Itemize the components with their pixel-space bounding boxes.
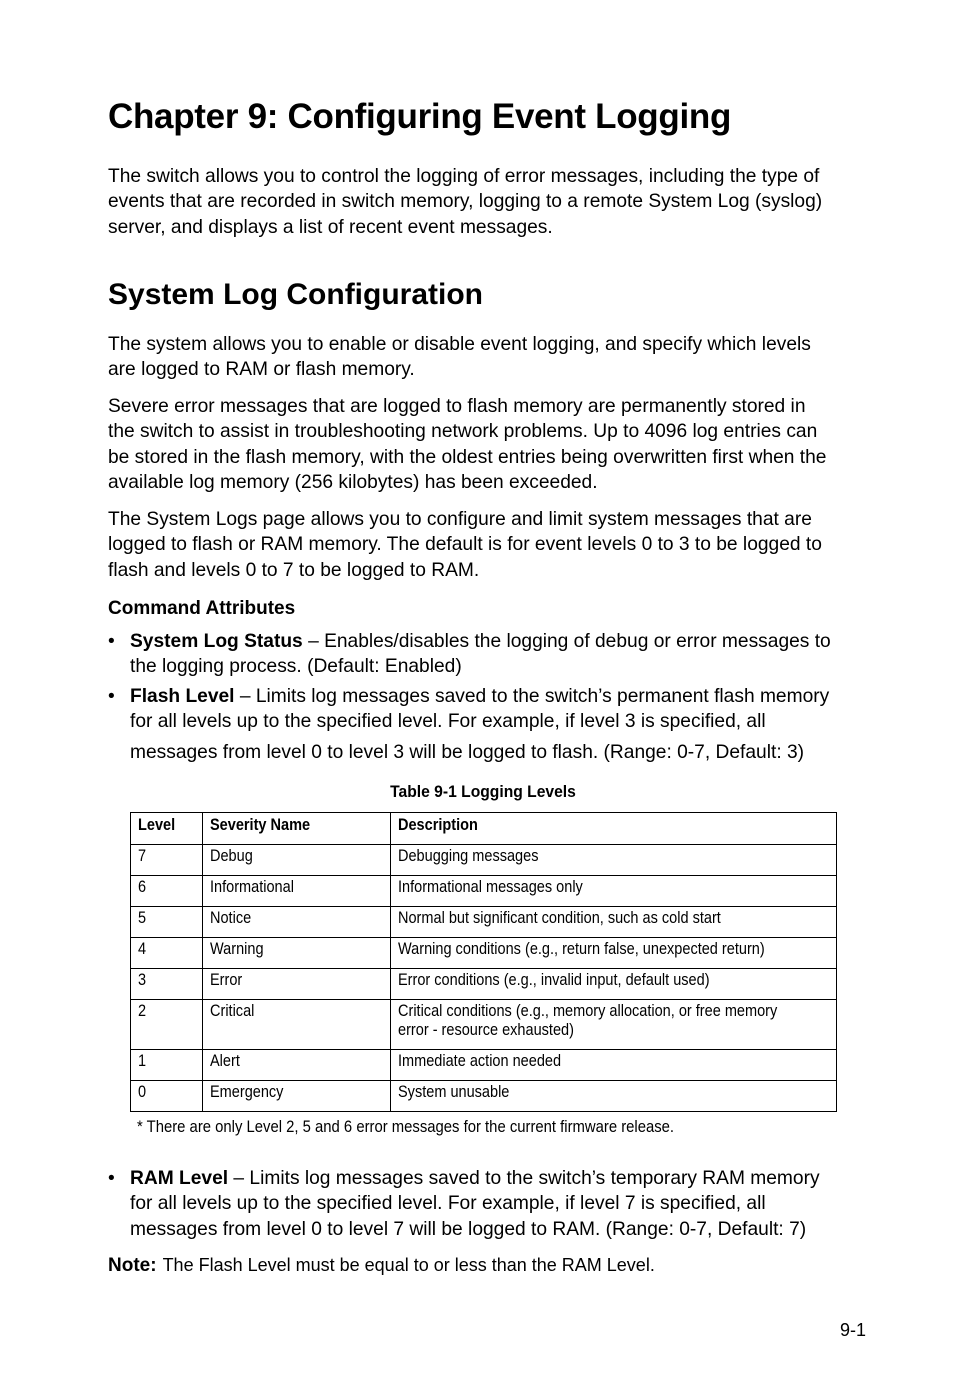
bullet-text: for all levels up to the specified level. For example, if level 3 is specified, all — [130, 711, 766, 733]
cell-level: 2 — [131, 1000, 203, 1050]
table-footnote: * There are only Level 2, 5 and 6 error messages for the current firmware release. — [137, 1118, 675, 1136]
cell-severity: Alert — [203, 1050, 391, 1081]
paragraph-line: the switch to assist in troubleshooting network problems. Up to 4096 log entries can — [108, 421, 818, 443]
note — [108, 1255, 655, 1277]
cell-severity: Error — [203, 969, 391, 1000]
paragraph-line: The System Logs page allows you to configure and limit system messages that are — [108, 509, 812, 530]
page-number: 9-1 — [839, 1320, 866, 1340]
cell-description: System unusable — [391, 1081, 837, 1112]
table-row — [131, 1081, 837, 1112]
bullet-marker: • — [108, 631, 115, 652]
bullet-text: for all levels up to the specified level. For example, if level 7 is specified, all — [130, 1193, 766, 1215]
table-row — [131, 845, 837, 876]
command-attributes-heading: Command Attributes — [108, 598, 296, 619]
section-paragraph-2 — [108, 394, 868, 495]
bullet-text: the logging process. (Default: Enabled) — [130, 656, 462, 678]
cell-level: 3 — [131, 969, 203, 1000]
paragraph-line: Severe error messages that are logged to flash memory are permanently stored in — [108, 396, 806, 417]
cell-level: 4 — [131, 938, 203, 969]
bullet-text: – Limits log messages saved to the switch’s temporary RAM memory — [228, 1168, 820, 1189]
cell-severity: Critical — [203, 1000, 391, 1050]
chapter-intro-line: server, and displays a list of recent event messages. — [108, 216, 553, 238]
section-paragraph-3 — [108, 507, 868, 583]
cell-level: 7 — [131, 845, 203, 876]
cell-severity: Informational — [203, 876, 391, 907]
cell-description: Immediate action needed — [391, 1050, 837, 1081]
section-paragraph-1 — [108, 332, 868, 383]
paragraph-line: are logged to RAM or flash memory. — [108, 359, 415, 381]
cell-level: 6 — [131, 876, 203, 907]
chapter-intro — [108, 164, 868, 240]
bullet-text: – Enables/disables the logging of debug or error messages to — [302, 631, 831, 652]
cell-severity: Warning — [203, 938, 391, 969]
table-caption: Table 9-1 Logging Levels — [390, 782, 576, 801]
cell-description: Error conditions (e.g., invalid input, default used) — [391, 969, 837, 1000]
cell-description: Normal but significant condition, such as cold start — [391, 907, 837, 938]
cell-severity: Debug — [203, 845, 391, 876]
table-row — [131, 938, 837, 969]
table-row — [131, 876, 837, 907]
bullet-text: messages from level 0 to level 7 will be logged to RAM. (Range: 0-7, Default: 7) — [130, 1218, 807, 1240]
chapter-intro-line: The switch allows you to control the logging of error messages, including the type of — [108, 166, 820, 187]
cell-level: 0 — [131, 1081, 203, 1112]
bullet-marker: • — [108, 1168, 115, 1189]
cell-description: Debugging messages — [391, 845, 837, 876]
bullet-term: Flash Level — [130, 686, 235, 707]
cell-level: 1 — [131, 1050, 203, 1081]
cell-description: Warning conditions (e.g., return false, unexpected return) — [391, 938, 837, 969]
table-row — [131, 1050, 837, 1081]
paragraph-line: The system allows you to enable or disable event logging, and specify which levels — [108, 334, 811, 355]
bullet-text: – Limits log messages saved to the switch’s permanent flash memory — [234, 686, 830, 707]
paragraph-line: be stored in the flash memory, with the oldest entries being overwritten first when the — [108, 446, 827, 468]
cell-description: Informational messages only — [391, 876, 837, 907]
cell-description: Critical conditions (e.g., memory allocation, or free memory error - resource exhausted) — [391, 1000, 837, 1050]
header-level: Level — [131, 813, 203, 845]
header-description: Description — [391, 813, 837, 845]
chapter-intro-line: events that are recorded in switch memory, logging to a remote System Log (syslog) — [108, 191, 823, 213]
cell-level: 5 — [131, 907, 203, 938]
paragraph-line: logged to flash or RAM memory. The default is for event levels 0 to 3 to be logged to — [108, 534, 822, 556]
bullet-term: System Log Status — [130, 631, 303, 652]
chapter-title: Chapter 9: Configuring Event Logging — [108, 97, 732, 136]
bullet-text: messages from level 0 to level 3 will be logged to flash. (Range: 0-7, Default: 3) — [130, 741, 805, 763]
table-header-row — [131, 813, 837, 845]
note-label: Note: — [108, 1255, 157, 1276]
cell-severity: Notice — [203, 907, 391, 938]
table-row — [131, 1000, 837, 1050]
header-severity: Severity Name — [203, 813, 391, 845]
cell-severity: Emergency — [203, 1081, 391, 1112]
table-row — [131, 907, 837, 938]
bullet-marker: • — [108, 686, 115, 707]
logging-levels-table — [130, 812, 837, 1112]
paragraph-line: available log memory (256 kilobytes) has been exceeded. — [108, 471, 598, 493]
paragraph-line: flash and levels 0 to 7 to be logged to RAM. — [108, 559, 480, 581]
note-text: The Flash Level must be equal to or less than the RAM Level. — [162, 1255, 655, 1275]
section-title: System Log Configuration — [108, 278, 483, 311]
bullet-term: RAM Level — [130, 1168, 229, 1189]
table-row — [131, 969, 837, 1000]
